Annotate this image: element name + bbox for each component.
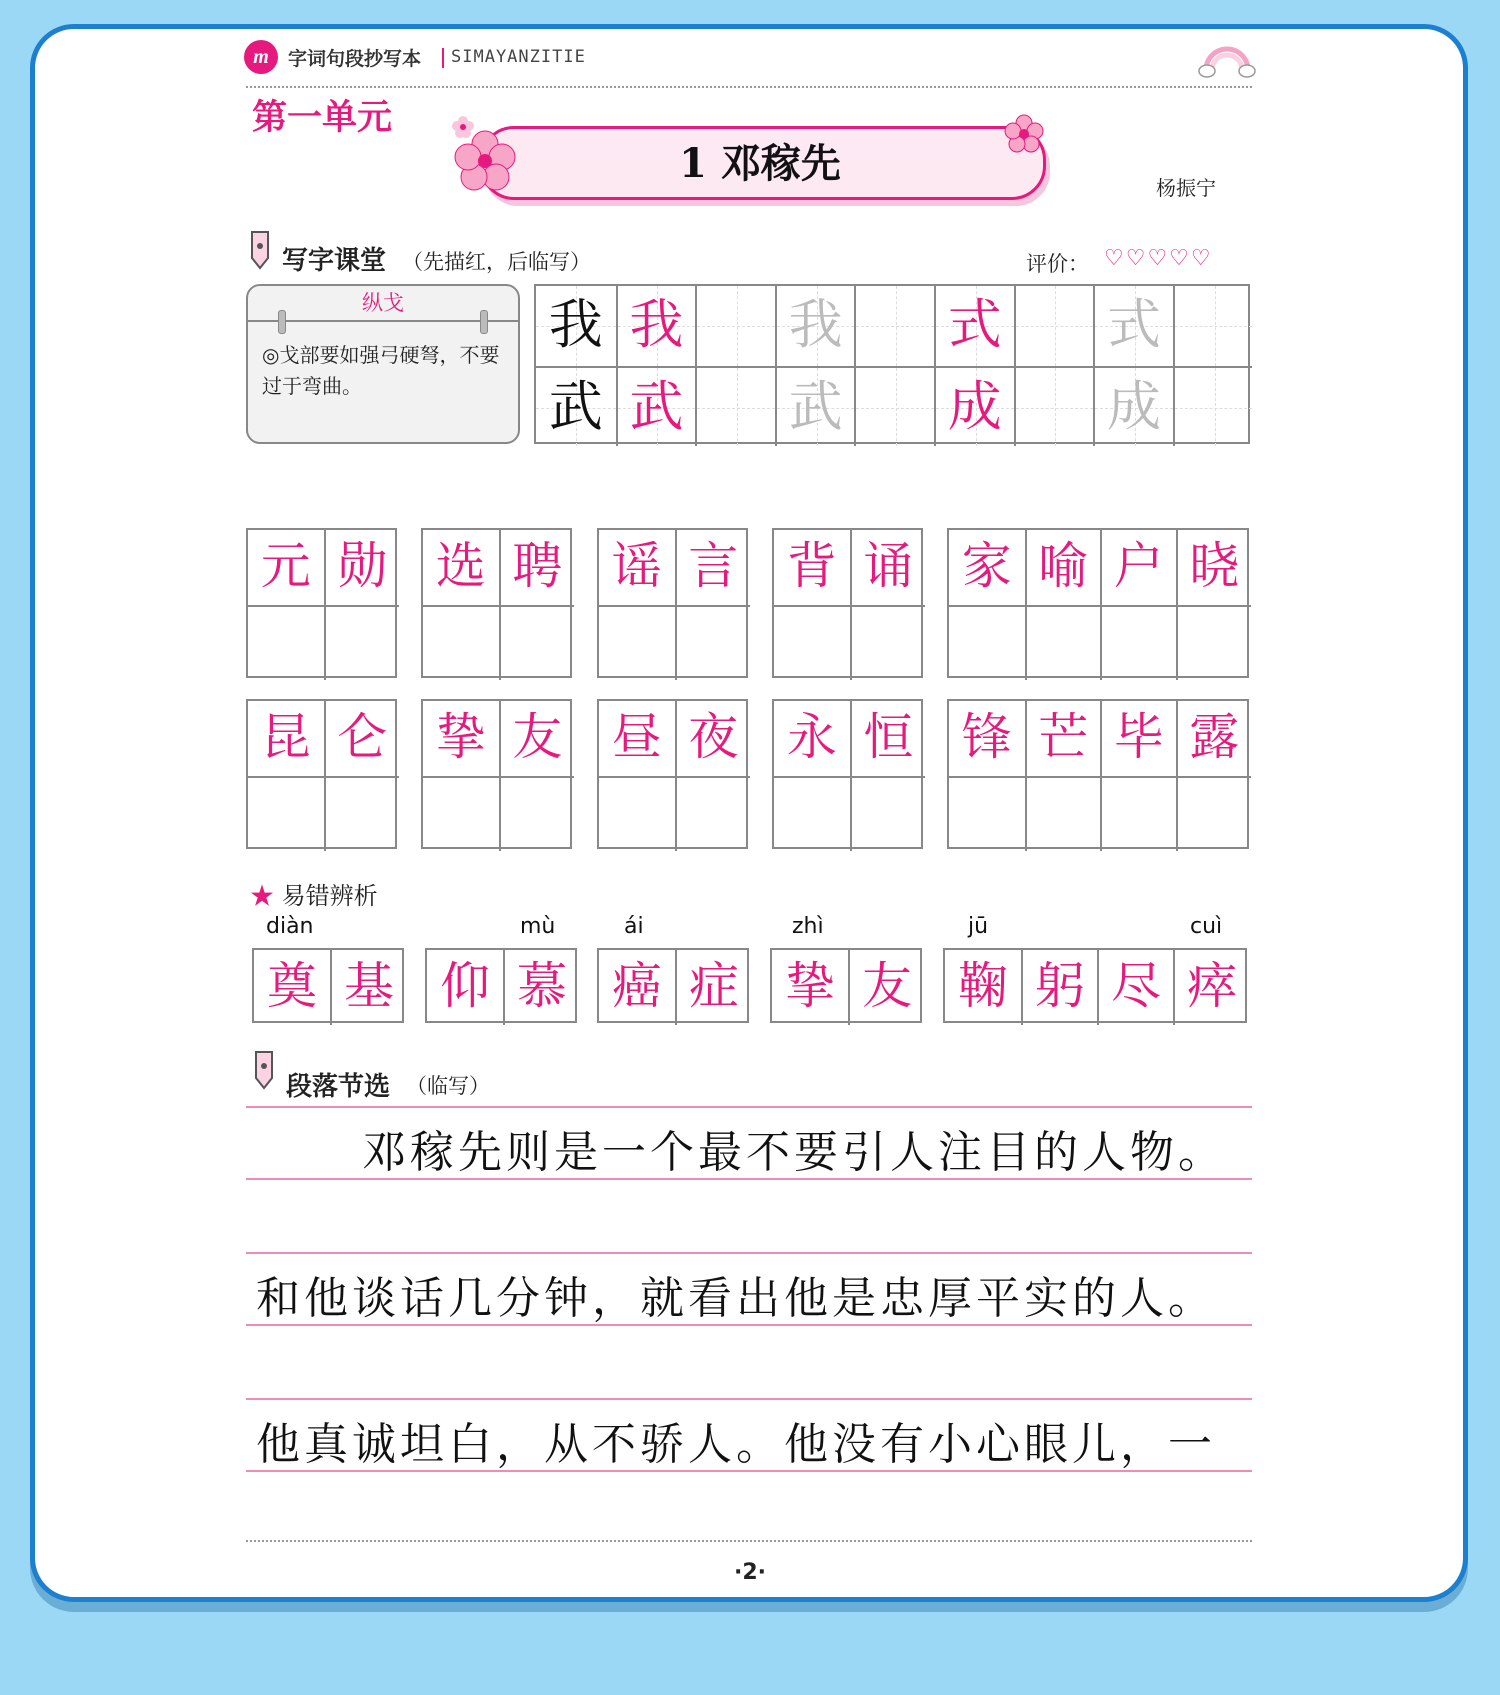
- vocab-char-cell: [850, 701, 926, 776]
- vocab-char-cell: [949, 530, 1025, 605]
- passage-line: 和他谈话几分钟，就看出他是忠厚平实的人。: [256, 1273, 1216, 1324]
- confusion-char: 基: [344, 957, 394, 1015]
- vocab-char-cell: [599, 530, 675, 605]
- guide-dash: [896, 368, 897, 446]
- guide-dash: [1215, 368, 1216, 446]
- vocab-practice-cell[interactable]: [850, 776, 926, 851]
- brand-subtitle: SIMAYANZITIE: [451, 47, 586, 67]
- practice-char: 我: [548, 293, 603, 356]
- vocab-char: 元: [260, 537, 311, 595]
- vocab-char-cell: [423, 530, 499, 605]
- vocab-char-cell: [248, 701, 324, 776]
- vocab-char: 恒: [863, 708, 914, 766]
- vocab-practice-cell[interactable]: [499, 776, 575, 851]
- practice-char: 式: [1106, 293, 1161, 356]
- vocab-char: 毕: [1113, 708, 1164, 766]
- tip-text: ◎戈部要如强弓硬弩，不要过于弯曲。: [262, 343, 500, 398]
- vocab-char: 户: [1113, 537, 1164, 595]
- practice-char: 成: [1106, 375, 1161, 438]
- vocab-char: 仑: [337, 708, 388, 766]
- vocab-practice-cell[interactable]: [675, 605, 751, 680]
- vocab-char: 言: [688, 537, 739, 595]
- pinyin-label: diàn: [266, 914, 314, 939]
- rating-hearts[interactable]: ♡♡♡♡♡: [1104, 246, 1213, 271]
- practice-cell[interactable]: [854, 286, 934, 366]
- vocab-practice-cell[interactable]: [1176, 605, 1252, 680]
- author: 杨振宁: [1156, 176, 1216, 200]
- practice-char: 我: [788, 293, 843, 356]
- vocab-char-cell: [1176, 701, 1252, 776]
- practice-cell[interactable]: [1014, 366, 1094, 446]
- vocab-practice-cell[interactable]: [1025, 776, 1101, 851]
- guide-line: [246, 1252, 1252, 1254]
- pencil-icon: [246, 228, 274, 270]
- confusion-char-cell: [254, 950, 330, 1025]
- pinyin-label: zhì: [792, 914, 824, 939]
- confusion-char-cell: [772, 950, 848, 1025]
- vocab-practice-cell[interactable]: [1176, 776, 1252, 851]
- vocab-word-box: [246, 699, 397, 849]
- passage-line: 他真诚坦白，从不骄人。他没有小心眼儿，一: [256, 1419, 1216, 1470]
- practice-char: 式: [947, 293, 1002, 356]
- vocab-char: 诵: [863, 537, 914, 595]
- pinyin-label: ái: [624, 914, 644, 939]
- vocab-char: 喻: [1038, 537, 1089, 595]
- brand-title: 字词句段抄写本: [288, 48, 422, 70]
- vocab-char-cell: [1025, 530, 1101, 605]
- pencil-icon: [250, 1048, 278, 1090]
- practice-cell[interactable]: [775, 286, 855, 366]
- vocab-char-cell: [599, 701, 675, 776]
- ring-icon: [480, 310, 488, 334]
- practice-char: 武: [788, 375, 843, 438]
- practice-char: 武: [629, 375, 684, 438]
- vocab-char-cell: [324, 701, 400, 776]
- vocab-char-cell: [774, 701, 850, 776]
- vocab-word-box: [597, 528, 748, 678]
- vocab-char-cell: [1025, 701, 1101, 776]
- vocab-char: 背: [786, 537, 837, 595]
- pinyin-label: cuì: [1190, 914, 1223, 939]
- vocab-practice-cell[interactable]: [423, 776, 499, 851]
- rating-label: 评价：: [1026, 252, 1089, 276]
- guide-dash: [896, 286, 897, 366]
- vocab-char: 晓: [1189, 537, 1240, 595]
- practice-char: 成: [947, 375, 1002, 438]
- vocab-practice-cell[interactable]: [949, 605, 1025, 680]
- confusion-char: 症: [689, 957, 739, 1015]
- guide-dash: [697, 326, 775, 327]
- vocab-practice-cell[interactable]: [774, 605, 850, 680]
- practice-cell[interactable]: [695, 366, 775, 446]
- confusion-char-cell: [427, 950, 503, 1025]
- ring-icon: [278, 310, 286, 334]
- vocab-word-box: [947, 699, 1249, 849]
- practice-cell[interactable]: [616, 366, 696, 446]
- vocab-char: 挚: [435, 708, 486, 766]
- confusion-char: 慕: [517, 957, 567, 1015]
- unit-label: 第一单元: [252, 98, 393, 138]
- practice-char: 我: [629, 293, 684, 356]
- vocab-word-box: [597, 699, 748, 849]
- header-rule: [246, 86, 1252, 88]
- vocab-practice-cell[interactable]: [248, 605, 324, 680]
- practice-char: 武: [548, 375, 603, 438]
- guide-dash: [1016, 408, 1094, 409]
- vocab-char: 昆: [260, 708, 311, 766]
- vocab-word-box: [772, 528, 923, 678]
- vocab-char-cell: [499, 701, 575, 776]
- vocab-char: 勋: [337, 537, 388, 595]
- vocab-word-box: [947, 528, 1249, 678]
- tip-title: 纵戈: [248, 286, 518, 322]
- practice-cell[interactable]: [775, 366, 855, 446]
- confusion-char-cell: [1173, 950, 1249, 1025]
- vocab-practice-cell[interactable]: [1100, 776, 1176, 851]
- vocab-word-box: [246, 528, 397, 678]
- guide-dash: [1016, 326, 1094, 327]
- guide-dash: [1055, 286, 1056, 366]
- practice-cell[interactable]: [536, 286, 616, 366]
- confusion-char: 奠: [267, 957, 317, 1015]
- vocab-char: 永: [786, 708, 837, 766]
- vocab-char-cell: [949, 701, 1025, 776]
- guide-dash: [856, 408, 934, 409]
- footer-rule: [246, 1540, 1252, 1542]
- guide-line: [246, 1106, 1252, 1108]
- vocab-char: 谣: [611, 537, 662, 595]
- practice-cell[interactable]: [616, 286, 696, 366]
- vocab-char: 选: [435, 537, 486, 595]
- confusion-word-box: [943, 948, 1247, 1023]
- passage-section-subtitle: （临写）: [406, 1074, 490, 1098]
- vocab-char-cell: [499, 530, 575, 605]
- confusion-char: 癌: [612, 957, 662, 1015]
- passage-section-title: 段落节选: [286, 1072, 391, 1102]
- writing-section-subtitle: （先描红，后临写）: [402, 250, 591, 274]
- vocab-practice-cell[interactable]: [599, 776, 675, 851]
- vocab-char: 锋: [961, 708, 1012, 766]
- lesson-title: 1 邓稼先: [679, 140, 841, 187]
- vocab-char: 露: [1189, 708, 1240, 766]
- vocab-char-cell: [850, 530, 926, 605]
- pinyin-label: jū: [968, 914, 989, 939]
- confusion-word-box: [770, 948, 922, 1023]
- practice-cell[interactable]: [1093, 366, 1173, 446]
- vocab-practice-cell[interactable]: [1100, 605, 1176, 680]
- confusion-char-cell: [945, 950, 1021, 1025]
- vocab-char: 芒: [1038, 708, 1089, 766]
- guide-dash: [856, 326, 934, 327]
- vocab-practice-cell[interactable]: [774, 776, 850, 851]
- passage-line: 邓稼先则是一个最不要引人注目的人物。: [362, 1127, 1226, 1178]
- vocab-char: 家: [961, 537, 1012, 595]
- confusion-char-cell: [1021, 950, 1097, 1025]
- vocab-practice-cell[interactable]: [423, 605, 499, 680]
- guide-dash: [697, 408, 775, 409]
- vocab-char-cell: [423, 701, 499, 776]
- vocab-practice-cell[interactable]: [675, 776, 751, 851]
- practice-cell[interactable]: [1173, 366, 1253, 446]
- brand-logo: m: [244, 40, 278, 74]
- practice-cell[interactable]: [1014, 286, 1094, 366]
- guide-dash: [1175, 326, 1253, 327]
- confusion-title-text: 易错辨析: [281, 882, 378, 910]
- vocab-char: 夜: [688, 708, 739, 766]
- vocab-char: 友: [512, 708, 563, 766]
- small-flower-icon: [452, 116, 474, 138]
- rainbow-icon: [1198, 40, 1256, 78]
- vocab-practice-cell[interactable]: [599, 605, 675, 680]
- confusion-char-cell: [599, 950, 675, 1025]
- guide-dash: [1055, 368, 1056, 446]
- practice-cell[interactable]: [695, 286, 775, 366]
- vocab-char-cell: [324, 530, 400, 605]
- confusion-char: 挚: [785, 957, 835, 1015]
- writing-section-title: 写字课堂: [282, 246, 387, 276]
- confusion-char: 尽: [1111, 957, 1161, 1015]
- vocab-char-cell: [1100, 530, 1176, 605]
- confusion-char: 仰: [440, 957, 490, 1015]
- confusion-char-cell: [330, 950, 406, 1025]
- pinyin-label: mù: [520, 914, 556, 939]
- vocab-word-box: [421, 699, 572, 849]
- vocab-practice-cell[interactable]: [499, 605, 575, 680]
- vocab-practice-cell[interactable]: [248, 776, 324, 851]
- guide-dash: [737, 368, 738, 446]
- confusion-word-box: [597, 948, 749, 1023]
- practice-cell[interactable]: [536, 366, 616, 446]
- vocab-char-cell: [1100, 701, 1176, 776]
- vocab-practice-cell[interactable]: [324, 776, 400, 851]
- brand-divider: [442, 48, 444, 68]
- star-icon: ★: [250, 882, 274, 910]
- practice-cell[interactable]: [934, 366, 1014, 446]
- guide-line: [246, 1398, 1252, 1400]
- confusion-char: 躬: [1035, 957, 1085, 1015]
- practice-cell[interactable]: [1093, 286, 1173, 366]
- vocab-char-cell: [1176, 530, 1252, 605]
- vocab-practice-cell[interactable]: [324, 605, 400, 680]
- confusion-title: [250, 876, 378, 911]
- page-number: ·2·: [733, 1560, 767, 1585]
- vocab-practice-cell[interactable]: [949, 776, 1025, 851]
- confusion-char-cell: [675, 950, 751, 1025]
- vocab-practice-cell[interactable]: [850, 605, 926, 680]
- confusion-char: 鞠: [958, 957, 1008, 1015]
- guide-dash: [737, 286, 738, 366]
- practice-cell[interactable]: [934, 286, 1014, 366]
- vocab-word-box: [772, 699, 923, 849]
- confusion-word-box: [425, 948, 577, 1023]
- confusion-char-cell: [1097, 950, 1173, 1025]
- confusion-char: 友: [862, 957, 912, 1015]
- vocab-char: 昼: [611, 708, 662, 766]
- confusion-char-cell: [503, 950, 579, 1025]
- vocab-char-cell: [774, 530, 850, 605]
- confusion-char-cell: [848, 950, 924, 1025]
- vocab-char-cell: [675, 530, 751, 605]
- vocab-char: 聘: [512, 537, 563, 595]
- vocab-char-cell: [675, 701, 751, 776]
- guide-dash: [1215, 286, 1216, 366]
- vocab-word-box: [421, 528, 572, 678]
- confusion-word-box: [252, 948, 404, 1023]
- confusion-char: 瘁: [1187, 957, 1237, 1015]
- practice-cell[interactable]: [1173, 286, 1253, 366]
- vocab-char-cell: [248, 530, 324, 605]
- vocab-practice-cell[interactable]: [1025, 605, 1101, 680]
- practice-cell[interactable]: [854, 366, 934, 446]
- writing-grid-frame: [534, 284, 1250, 444]
- guide-dash: [1175, 408, 1253, 409]
